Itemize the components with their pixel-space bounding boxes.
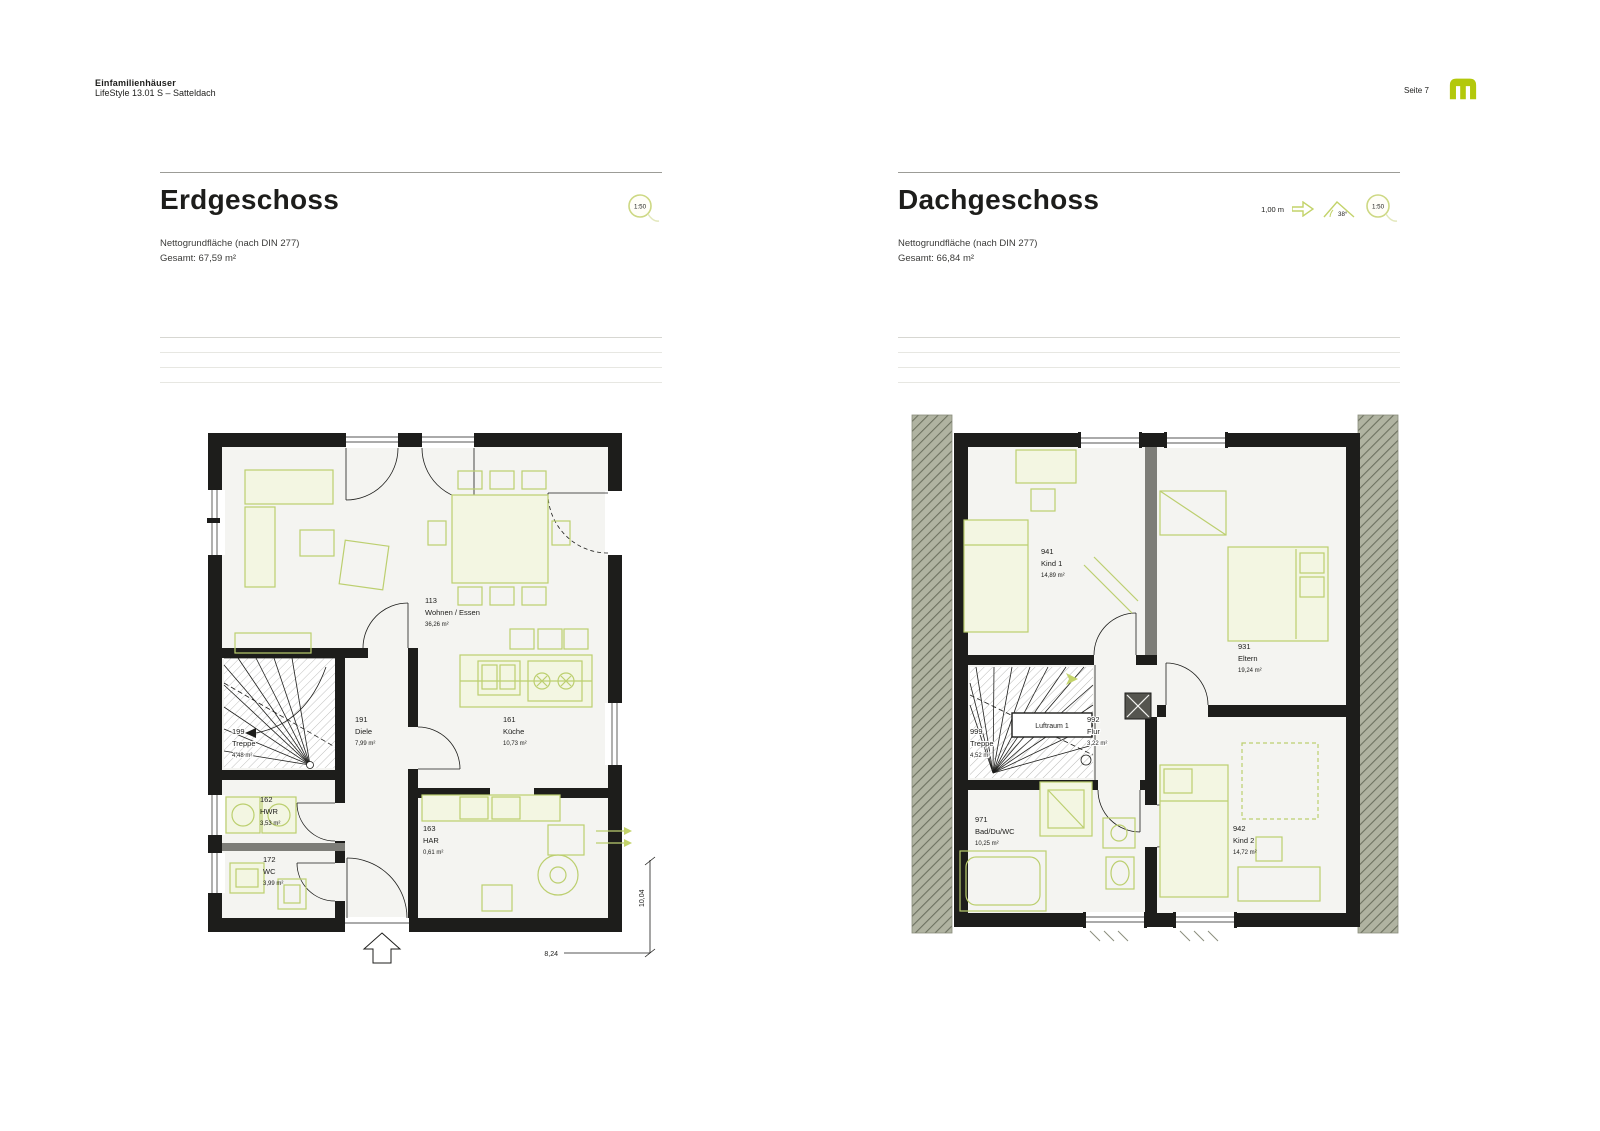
- svg-text:Küche: Küche: [503, 727, 525, 736]
- floor-subtitle-dg: [898, 236, 1037, 266]
- svg-text:Treppe: Treppe: [232, 739, 256, 748]
- divider: [160, 172, 662, 173]
- svg-text:162: 162: [260, 795, 273, 804]
- svg-text:191: 191: [355, 715, 368, 724]
- kniestock-value: 1,00 m: [1261, 204, 1284, 214]
- scale-badge-icon: [1364, 192, 1398, 226]
- netto-label-eg: Nettogrundfläche (nach DIN 277): [160, 238, 300, 249]
- page-number: Seite 7: [1404, 86, 1429, 95]
- floor-section-dachgeschoss: [898, 160, 1400, 1010]
- svg-text:992: 992: [1087, 715, 1100, 724]
- scale-badge-icon: [626, 192, 660, 226]
- svg-text:14,89 m²: 14,89 m²: [1041, 573, 1065, 579]
- floor-subtitle-eg: [160, 236, 299, 266]
- total-area-eg: Gesamt: 67,59 m²: [160, 253, 237, 264]
- ruled-line: [160, 337, 662, 338]
- svg-text:Eltern: Eltern: [1238, 654, 1258, 663]
- svg-text:3,99 m²: 3,99 m²: [263, 881, 284, 887]
- divider: [898, 172, 1400, 173]
- svg-text:Kind 1: Kind 1: [1041, 559, 1063, 568]
- svg-text:199: 199: [232, 727, 245, 736]
- floor-title-eg: Erdgeschoss: [160, 184, 340, 215]
- ruled-line: [898, 382, 1400, 383]
- floor-title-dg: Dachgeschoss: [898, 184, 1100, 215]
- roof-hatch-left: [912, 415, 952, 933]
- floor-section-erdgeschoss: [160, 160, 662, 1010]
- svg-text:3,53 m²: 3,53 m²: [260, 821, 281, 827]
- svg-text:941: 941: [1041, 547, 1054, 556]
- ruled-line: [898, 367, 1400, 368]
- header-model: LifeStyle 13.01 S – Satteldach: [95, 88, 216, 98]
- netto-label-dg: Nettogrundfläche (nach DIN 277): [898, 238, 1038, 249]
- ruled-line: [898, 352, 1400, 353]
- page-header: [95, 78, 216, 98]
- entrance-arrow: [364, 933, 400, 963]
- roof-hatch-right: [1358, 415, 1398, 933]
- svg-text:10,25 m²: 10,25 m²: [975, 841, 999, 847]
- svg-text:Wohnen / Essen: Wohnen / Essen: [425, 608, 480, 617]
- svg-text:WC: WC: [263, 867, 276, 876]
- svg-text:163: 163: [423, 824, 436, 833]
- chimney: [1125, 693, 1151, 719]
- svg-text:113: 113: [425, 596, 437, 605]
- svg-text:172: 172: [263, 855, 276, 864]
- svg-text:19,24 m²: 19,24 m²: [1238, 668, 1262, 674]
- svg-text:4,52 m²: 4,52 m²: [970, 753, 991, 759]
- svg-text:Bad/Du/WC: Bad/Du/WC: [975, 827, 1015, 836]
- ruled-line: [898, 337, 1400, 338]
- svg-text:HWR: HWR: [260, 807, 278, 816]
- staircase: [970, 667, 1093, 778]
- svg-text:7,99 m²: 7,99 m²: [355, 741, 376, 747]
- ruled-line: [160, 367, 662, 368]
- svg-text:Flur: Flur: [1087, 727, 1100, 736]
- luftraum-label: Luftraum 1: [1035, 723, 1069, 730]
- floor-plan-dachgeschoss: [898, 405, 1408, 970]
- svg-text:36,26 m²: 36,26 m²: [425, 622, 449, 628]
- floor-plan-erdgeschoss: [160, 415, 670, 980]
- svg-text:10,73 m²: 10,73 m²: [503, 741, 527, 747]
- svg-text:4,48 m²: 4,48 m²: [232, 753, 253, 759]
- svg-text:971: 971: [975, 815, 988, 824]
- svg-text:Treppe: Treppe: [970, 739, 994, 748]
- dimension-width: 8,24: [544, 951, 558, 958]
- staircase: [224, 658, 335, 769]
- svg-text:HAR: HAR: [423, 836, 439, 845]
- ruled-line: [160, 352, 662, 353]
- svg-text:931: 931: [1238, 642, 1251, 651]
- svg-text:3,22 m²: 3,22 m²: [1087, 741, 1108, 747]
- roof-pitch-value: 38°: [1338, 211, 1348, 218]
- svg-text:0,61 m²: 0,61 m²: [423, 850, 444, 856]
- icon-row-dg: [1261, 192, 1398, 226]
- dimension-depth: 10,04: [639, 889, 646, 907]
- svg-text:161: 161: [503, 715, 516, 724]
- svg-text:Kind 2: Kind 2: [1233, 836, 1255, 845]
- ruled-line: [160, 382, 662, 383]
- brand-logo-icon: [1448, 76, 1478, 100]
- kniestock-arrow-icon: [1292, 201, 1314, 217]
- scale-value-eg: 1:50: [633, 203, 647, 211]
- svg-text:Diele: Diele: [355, 727, 373, 736]
- scale-value-dg: 1:50: [1371, 203, 1385, 211]
- svg-text:942: 942: [1233, 824, 1246, 833]
- header-category: Einfamilienhäuser: [95, 78, 176, 88]
- svg-text:999: 999: [970, 727, 983, 736]
- icon-row-eg: [626, 192, 660, 226]
- total-area-dg: Gesamt: 66,84 m²: [898, 253, 975, 264]
- roof-pitch-icon: [1322, 198, 1356, 220]
- svg-text:14,72 m²: 14,72 m²: [1233, 850, 1257, 856]
